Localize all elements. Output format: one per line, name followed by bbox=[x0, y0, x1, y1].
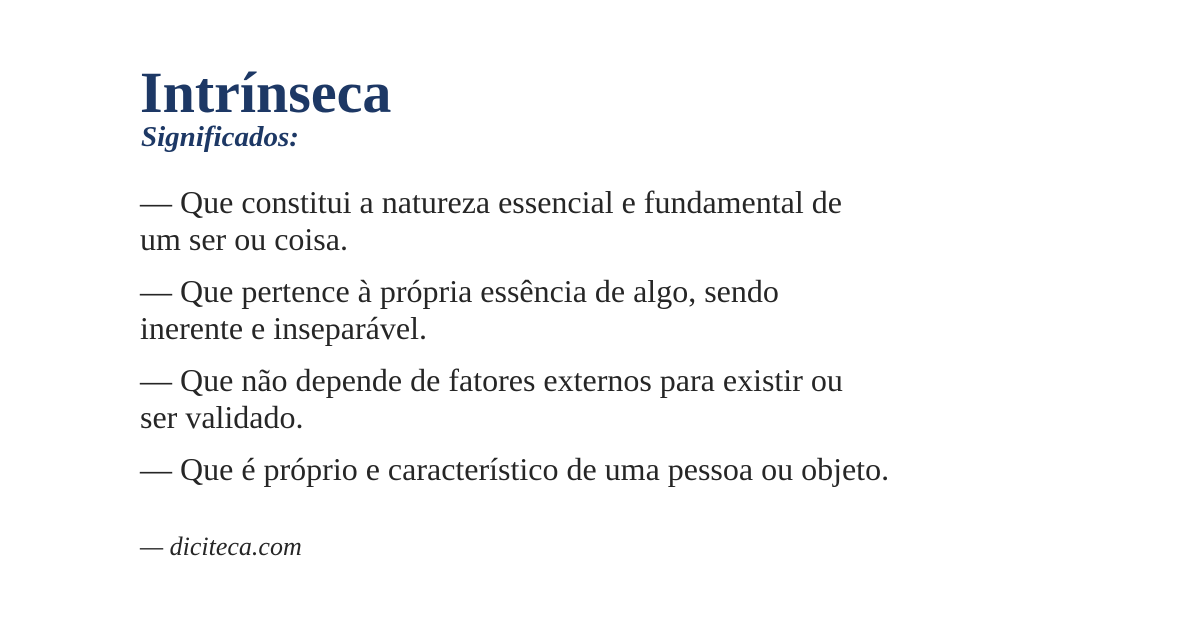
definition-item bbox=[140, 184, 1140, 258]
definitions-list bbox=[140, 184, 1140, 503]
definition-line: inerente e inseparável. bbox=[140, 310, 427, 346]
definition-line: — Que pertence à própria essência de algo, sendo bbox=[140, 273, 779, 309]
definition-item bbox=[140, 362, 1140, 436]
definition-line: — Que é próprio e característico de uma pessoa ou objeto. bbox=[140, 451, 890, 487]
word-title: Intrínseca bbox=[140, 60, 392, 125]
definition-line: — Que não depende de fatores externos para existir ou bbox=[140, 362, 843, 398]
definition-item bbox=[140, 273, 1140, 347]
attribution: — diciteca.com bbox=[140, 532, 302, 561]
definition-line: um ser ou coisa. bbox=[140, 221, 348, 257]
section-label: Significados: bbox=[141, 121, 299, 153]
definition-line: ser validado. bbox=[140, 399, 304, 435]
definition-item bbox=[140, 451, 1140, 488]
definition-line: — Que constitui a natureza essencial e fundamental de bbox=[140, 184, 842, 220]
